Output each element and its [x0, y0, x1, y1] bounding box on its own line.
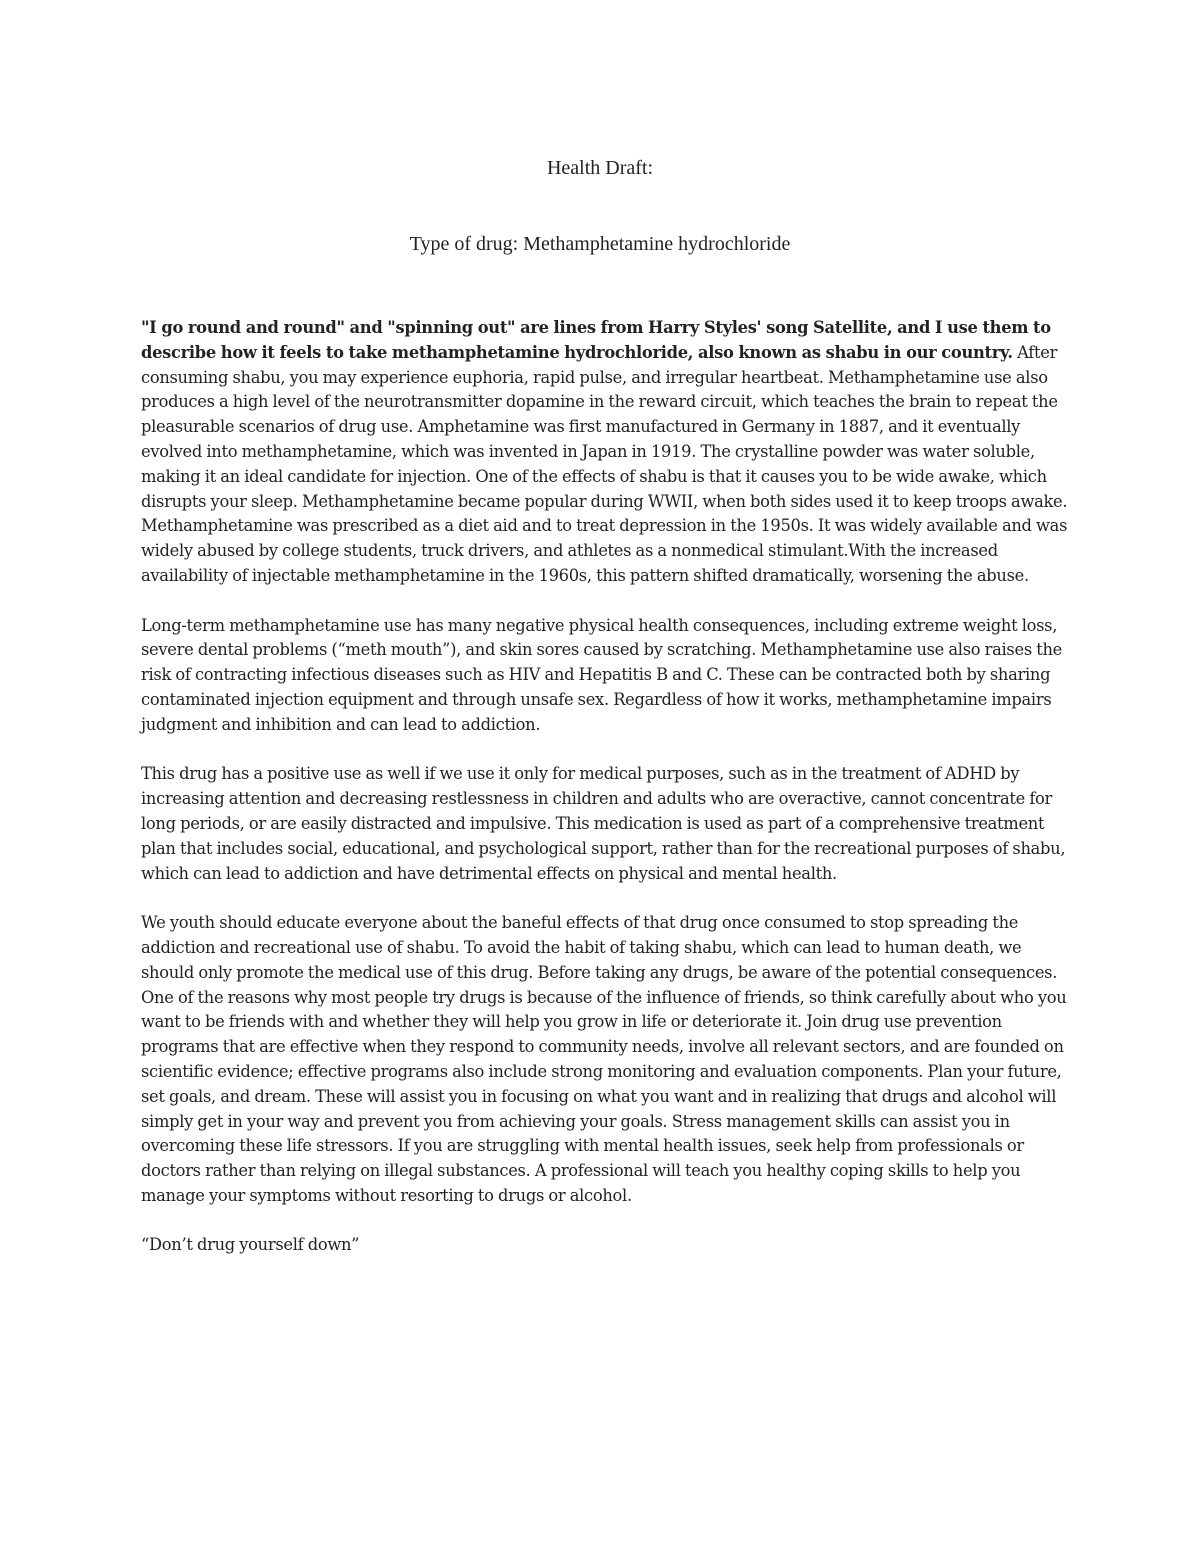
- document-body: [141, 316, 1071, 1283]
- paragraph-3: This drug has a positive use as well if we use it only for medical purposes, such as in the treatment of ADHD by increasing attention and decreasing restlessness in children and adults who are overactive, cannot concentrate for long periods, or are easily distracted and impulsive. This medication is used as part of a comprehensive treatment plan that includes social, educational, and psychological support, rather than for the recreational purposes of shabu, which can lead to addiction and have detrimental effects on physical and mental health.: [141, 764, 1066, 883]
- paragraph-1-body: After consuming shabu, you may experience euphoria, rapid pulse, and irregular heartbeat. Methamphetamine use also produces a high level of the neurotransmitter dopamine in the reward circuit, which teaches the brain to repeat the pleasurable scenarios of drug use. Amphetamine was first manufactured in Germany in 1887, and it eventually evolved into methamphetamine, which was invented in Japan in 1919. The crystalline powder was water soluble, making it an ideal candidate for injection. One of the effects of shabu is that it causes you to be wide awake, which disrupts your sleep. Methamphetamine became popular during WWII, when both sides used it to keep troops awake. Methamphetamine was prescribed as a diet aid and to treat depression in the 1950s. It was widely available and was widely abused by college students, truck drivers, and athletes as a nonmedical stimulant.With the increased availability of injectable methamphetamine in the 1960s, this pattern shifted dramatically, worsening the abuse.: [141, 342, 1068, 585]
- paragraph-1: [141, 316, 1071, 589]
- document-subtitle: Type of drug: Methamphetamine hydrochloride: [409, 233, 791, 255]
- document-title: Health Draft:: [546, 157, 654, 179]
- paragraph-2: Long-term methamphetamine use has many negative physical health consequences, including extreme weight loss, severe dental problems (“meth mouth”), and skin sores caused by scratching. Methamphetamine use also raises the risk of contracting infectious diseases such as HIV and Hepatitis B and C. These can be contracted both by sharing contaminated injection equipment and through unsafe sex. Regardless of how it works, methamphetamine impairs judgment and inhibition and can lead to addiction.: [141, 615, 1063, 734]
- paragraph-4: We youth should educate everyone about the baneful effects of that drug once consumed to stop spreading the addiction and recreational use of shabu. To avoid the habit of taking shabu, which can lead to human death, we should only promote the medical use of this drug. Before taking any drugs, be aware of the potential consequences. One of the reasons why most people try drugs is because of the influence of friends, so think carefully about who you want to be friends with and whether they will help you grow in life or deteriorate it. Join drug use prevention programs that are effective when they respond to community needs, involve all relevant sectors, and are founded on scientific evidence; effective programs also include strong monitoring and evaluation components. Plan your future, set goals, and dream. These will assist you in focusing on what you want and in realizing that drugs and alcohol will simply get in your way and prevent you from achieving your goals. Stress management skills can assist you in overcoming these life stressors. If you are struggling with mental health issues, seek help from professionals or doctors rather than relying on illegal substances. A professional will teach you healthy coping skills to help you manage your symptoms without resorting to drugs or alcohol.: [141, 913, 1067, 1205]
- closing-quote: “Don’t drug yourself down”: [141, 1235, 360, 1255]
- paragraph-1-lead: "I go round and round" and "spinning out" are lines from Harry Styles' song Satellite, and I use them to describe how it feels to take methamphetamine hydrochloride, also known as shabu in our country.: [141, 318, 1051, 362]
